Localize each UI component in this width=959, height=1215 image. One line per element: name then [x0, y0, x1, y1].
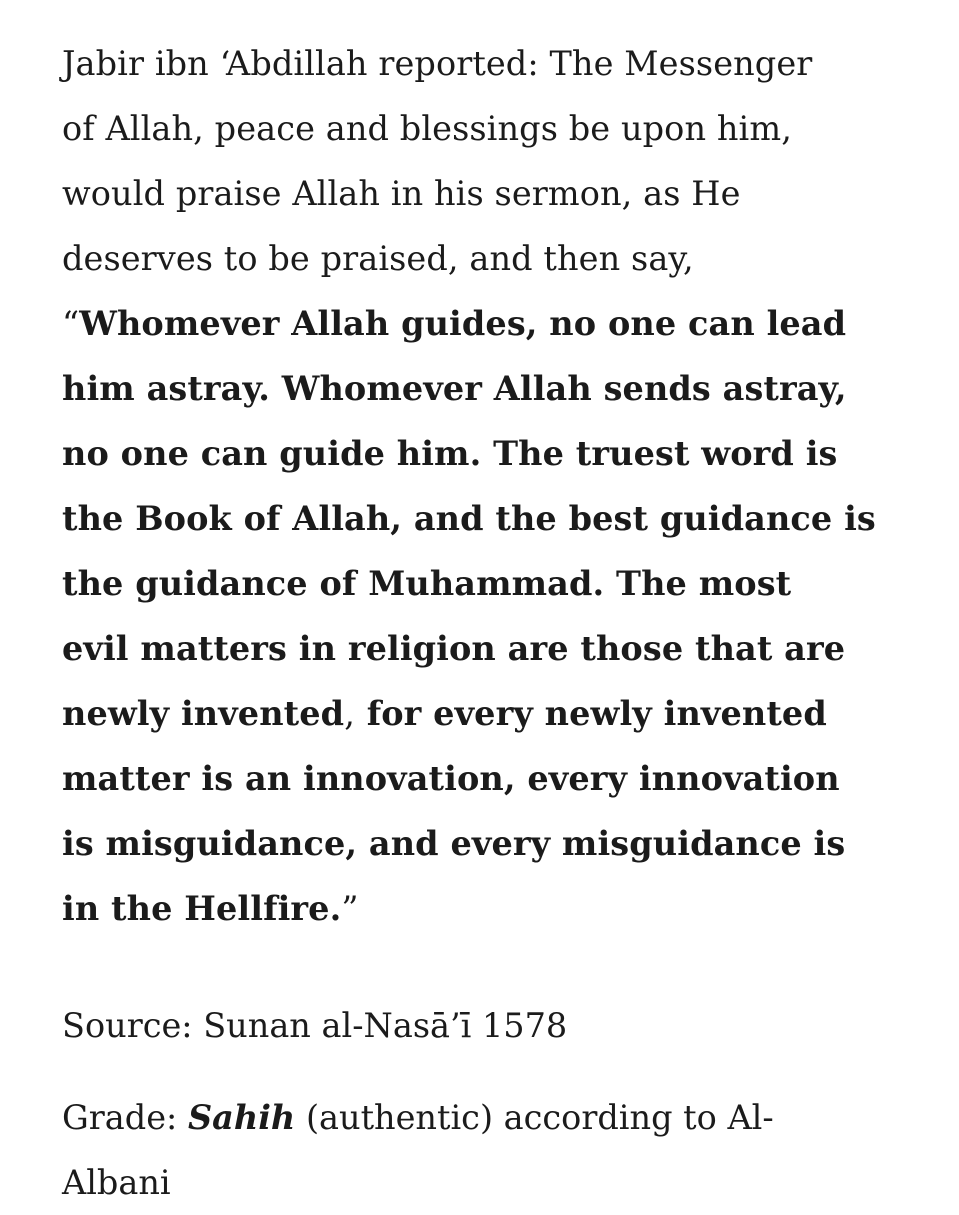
quote-text: Whomever Allah guides, no one can lead	[79, 304, 847, 343]
quote-line: matter is an innovation, every innovation	[62, 759, 840, 798]
quote-line: no one can guide him. The truest word is	[62, 434, 838, 473]
comma: ,	[344, 694, 355, 733]
quote-line: him astray. Whomever Allah sends astray,	[62, 369, 847, 408]
grade-term: Sahih	[187, 1098, 296, 1137]
narration-line: Jabir ibn ‘Abdillah reported: The Messenger	[62, 44, 813, 83]
quote-text: in the Hellfire.	[62, 889, 342, 928]
quote-line: the Book of Allah, and the best guidance is	[62, 499, 876, 538]
quote-line	[62, 681, 942, 746]
source-citation: Source: Sunan al-Nasā’ī 1578	[62, 1006, 568, 1045]
hadith-article	[62, 31, 942, 1215]
hadith-text	[62, 31, 942, 941]
narration-line: would praise Allah in his sermon, as He	[62, 174, 741, 213]
narration-line: of Allah, peace and blessings be upon him,	[62, 109, 792, 148]
grade-line-2: Albani	[62, 1163, 171, 1202]
grade-line-1	[62, 1085, 942, 1150]
narration-line: deserves to be praised, and then say,	[62, 239, 694, 278]
quote-line: evil matters in religion are those that are	[62, 629, 846, 668]
quote-text: newly invented	[62, 694, 345, 733]
quote-line	[62, 876, 942, 941]
quote-line: the guidance of Muhammad. The most	[62, 564, 792, 603]
close-quote-mark: ”	[341, 889, 359, 928]
quote-text: for every newly invented	[354, 694, 827, 733]
quote-line	[62, 291, 942, 356]
open-quote-mark: “	[62, 304, 80, 343]
grade-line	[62, 1085, 942, 1215]
grade-label: Grade:	[62, 1098, 188, 1137]
quote-line: is misguidance, and every misguidance is	[62, 824, 846, 863]
grade-description: (authentic) according to Al-	[295, 1098, 774, 1137]
